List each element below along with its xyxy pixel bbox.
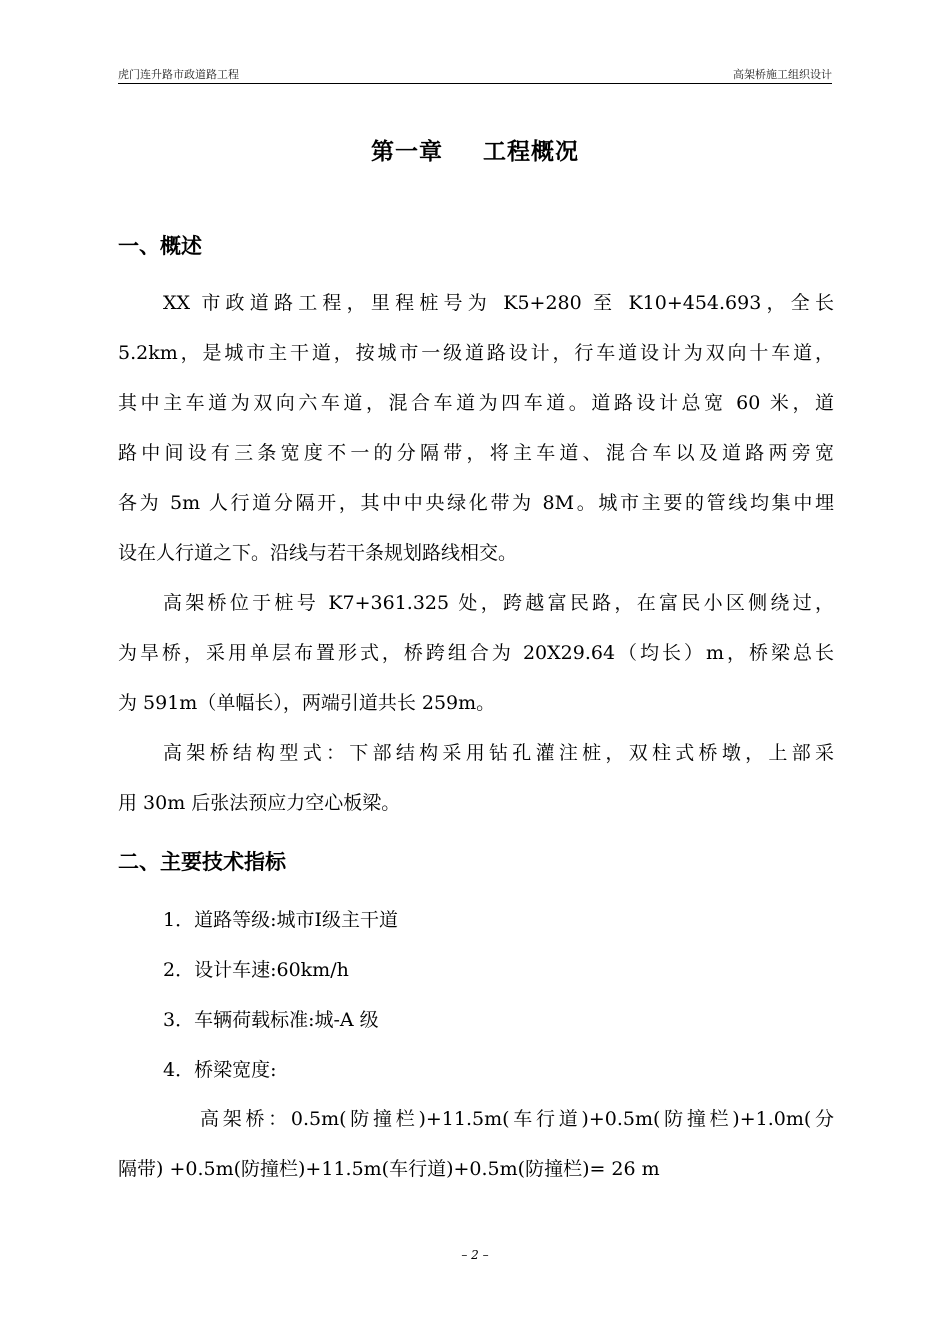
page-header: [118, 66, 832, 82]
header-rule: [118, 83, 832, 84]
paragraph-line: 5.2km，是城市主干道，按城市一级道路设计，行车道设计为双向十车道，: [118, 342, 834, 364]
section-heading-technical-indicators: 二、主要技术指标: [118, 850, 286, 874]
bridge-width-line: 隔带) +0.5m(防撞栏)+11.5m(车行道)+0.5m(防撞栏)= 26 m: [118, 1158, 660, 1180]
chapter-number: 第一章: [371, 139, 443, 165]
list-item: 2．设计车速:60km/h: [163, 959, 349, 981]
paragraph-line: 用 30m 后张法预应力空心板梁。: [118, 792, 401, 814]
list-item: 1．道路等级:城市Ⅰ级主干道: [163, 909, 398, 931]
header-document-name: 高架桥施工组织设计: [733, 68, 832, 81]
paragraph-line: 为旱桥，采用单层布置形式，桥跨组合为 20X29.64（均长）m，桥梁总长: [118, 642, 834, 664]
paragraph-line: 高架桥结构型式：下部结构采用钻孔灌注桩，双柱式桥墩，上部采: [163, 742, 834, 764]
paragraph-line: 为 591m（单幅长），两端引道共长 259m。: [118, 692, 496, 714]
paragraph-line: 高架桥位于桩号 K7+361.325 处，跨越富民路，在富民小区侧绕过，: [163, 592, 834, 614]
chapter-title: [0, 133, 950, 166]
paragraph-line: 路中间设有三条宽度不一的分隔带，将主车道、混合车以及道路两旁宽: [118, 442, 834, 464]
page-number: – 2 –: [461, 1248, 489, 1262]
chapter-name: 工程概况: [483, 139, 579, 165]
section-heading-overview: 一、概述: [118, 234, 202, 258]
paragraph-line: 其中主车道为双向六车道，混合车道为四车道。道路设计总宽 60 米，道: [118, 392, 834, 414]
list-item: 3．车辆荷载标准:城-A 级: [163, 1009, 379, 1031]
list-item: 4．桥梁宽度:: [163, 1059, 277, 1081]
paragraph-line: 设在人行道之下。沿线与若干条规划路线相交。: [118, 542, 518, 564]
paragraph-line: XX 市政道路工程，里程桩号为 K5+280 至 K10+454.693，全长: [163, 292, 834, 314]
paragraph-line: 各为 5m 人行道分隔开，其中中央绿化带为 8M。城市主要的管线均集中埋: [118, 492, 834, 514]
header-project-name: 虎门连升路市政道路工程: [118, 68, 239, 81]
bridge-width-line: 高架桥：0.5m(防撞栏)+11.5m(车行道)+0.5m(防撞栏)+1.0m(分: [200, 1108, 834, 1130]
